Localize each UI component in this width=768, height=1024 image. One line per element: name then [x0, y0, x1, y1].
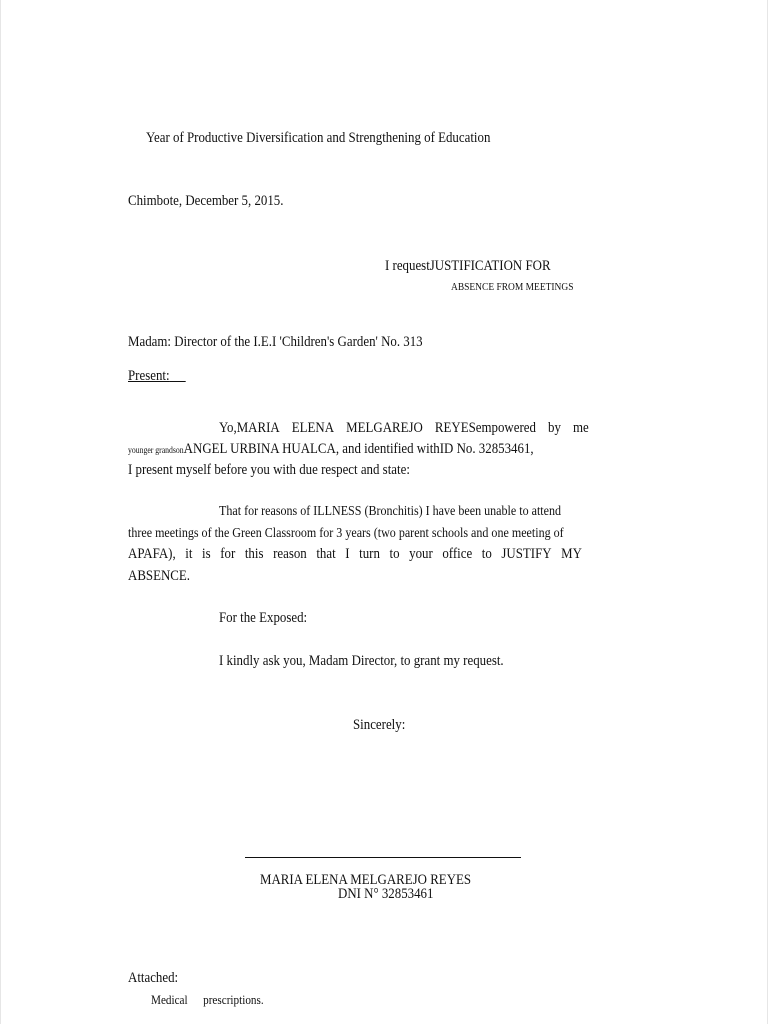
body-word: is — [202, 546, 211, 562]
attached-label: Attached: — [128, 970, 179, 986]
body-line4: ABSENCE. — [128, 568, 191, 584]
attached-item — [151, 991, 264, 1009]
body-word: turn — [359, 546, 380, 562]
request-sentence: I kindly ask you, Madam Director, to grant my request. — [219, 653, 504, 669]
body-word: JUSTIFY — [501, 546, 552, 562]
for-exposed: For the Exposed: — [219, 610, 308, 626]
body-word: this — [244, 546, 264, 562]
body-word: I — [345, 546, 350, 562]
body-word: for — [220, 546, 236, 562]
intro-line3: I present myself before you with due respect and state: — [128, 462, 410, 478]
closing: Sincerely: — [353, 717, 406, 733]
present-text: Present: — [128, 368, 170, 384]
body-line2: three meetings of the Green Classroom for 3 years (two parent schools and one meeting of — [128, 526, 564, 541]
intro-word: REYESempowered — [434, 420, 536, 436]
year-motto: Year of Productive Diversification and Strengthening of Education — [146, 130, 491, 146]
body-word: APAFA), — [128, 546, 176, 562]
intro-word: me — [573, 420, 589, 436]
signer-id: DNI N° 32853461 — [338, 886, 434, 902]
intro-line2 — [128, 440, 534, 459]
intro-word: MELGAREJO — [346, 420, 423, 436]
body-word: to — [481, 546, 492, 562]
body-line3 — [128, 545, 582, 563]
body-word: reason — [273, 546, 307, 562]
intro-word: ELENA — [291, 420, 335, 436]
intro-line1 — [219, 419, 589, 437]
body-word: it — [185, 546, 193, 562]
body-word: office — [442, 546, 473, 562]
body-word: to — [389, 546, 400, 562]
intro-word: Yo,MARIA — [219, 420, 280, 436]
body-word: MY — [561, 546, 582, 562]
attached-item-word: prescriptions. — [203, 992, 264, 1007]
addressee: Madam: Director of the I.E.I 'Children's Garden' No. 313 — [128, 334, 423, 350]
body-line1: That for reasons of ILLNESS (Bronchitis) I have been unable to attend — [219, 504, 562, 519]
request-subject-line1: I requestJUSTIFICATION FOR — [385, 258, 551, 274]
body-word: that — [316, 546, 336, 562]
present-label — [128, 367, 186, 385]
place-date: Chimbote, December 5, 2015. — [128, 193, 284, 209]
body-word: your — [409, 546, 433, 562]
attached-item-word: Medical — [151, 992, 188, 1007]
request-subject-line2: ABSENCE FROM MEETINGS — [451, 281, 574, 293]
grandson-name-id: ANGEL URBINA HUALCA, and identified withID No. 32853461, — [183, 441, 534, 457]
signer-name: MARIA ELENA MELGAREJO REYES — [260, 872, 472, 888]
present-underline-pad — [170, 368, 186, 384]
signature-line — [245, 857, 521, 858]
relation-text: younger grandson — [128, 445, 184, 455]
intro-word: by — [548, 420, 561, 436]
